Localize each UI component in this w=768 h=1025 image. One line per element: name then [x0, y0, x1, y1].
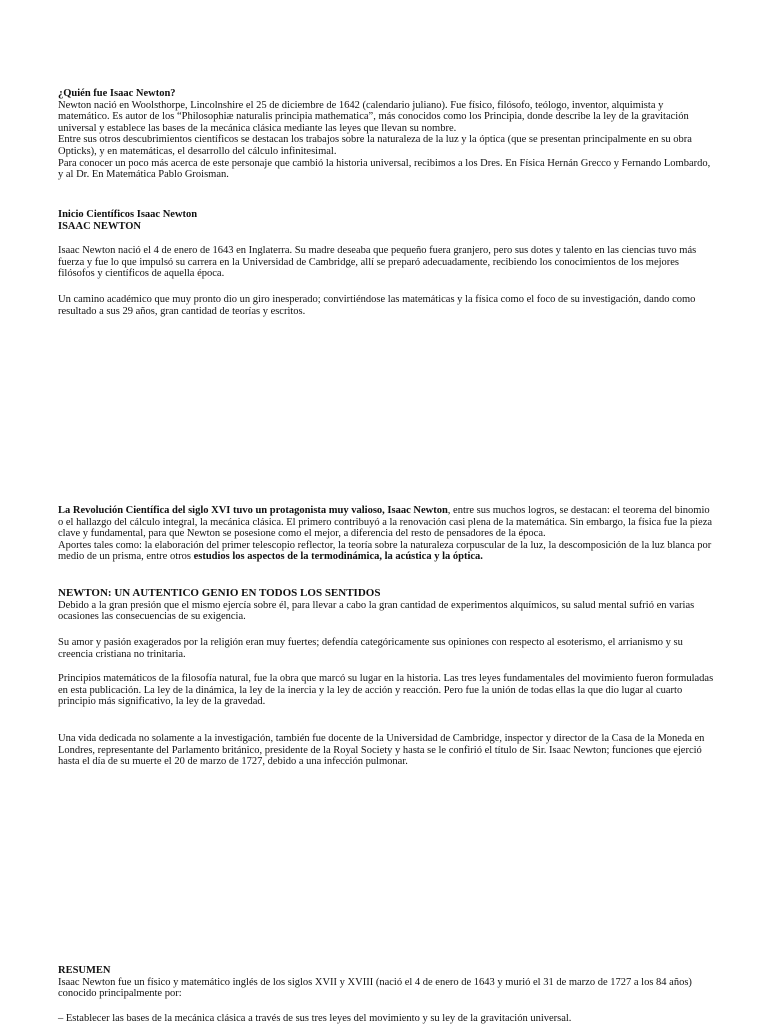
genio-heading: NEWTON: UN AUTENTICO GENIO EN TODOS LOS SENTIDOS: [58, 587, 381, 599]
genio-body-3: [58, 673, 714, 708]
intro-paragraph-1: Newton nació en Woolsthorpe, Lincolnshire el 25 de diciembre de 1642 (calendario juliano). Fue físico, filósofo, teólogo, inventor, alquimista y matemático. Es autor de los “Philosophiæ naturalis principia mathematica”, más conocidos como los Principia, donde describe la ley de la gravitación universal y establece las bases de la mecánica clásica mediante las leyes que llevan su nombre.: [58, 99, 689, 134]
inicio-paragraph-2: Un camino académico que muy pronto dio un giro inesperado; convirtiéndose las matemáticas y la física como el foco de su investigación, dando como resultado a sus 29 años, gran cantidad de teorías y escritos.: [58, 294, 696, 317]
resumen-heading: RESUMEN: [58, 965, 111, 976]
genio-paragraph-2: Su amor y pasión exagerados por la religión eran muy fuertes; defendía categóricamente sus opiniones con respecto al esoterismo, el arrianismo y su creencia cristiana no trinitaria.: [58, 637, 683, 660]
intro-paragraph-2: Entre sus otros descubrimientos científicos se destacan los trabajos sobre la naturaleza de la luz y la óptica (que se presentan principalmente en su obra Opticks), y en matemáticas, el desarrollo del cálculo infinitesimal.: [58, 134, 692, 157]
inicio-body-2: [58, 294, 714, 317]
revolucion-lead: La Revolución Científica del siglo XVI tuvo un protagonista muy valioso, Isaac Newton: [58, 505, 448, 516]
genio-body-4: [58, 733, 714, 768]
document-page: [58, 0, 714, 1024]
genio-body-2: [58, 637, 714, 660]
revolucion-paragraph-1: [58, 505, 714, 540]
revolucion-paragraph-2: [58, 540, 714, 563]
genio-paragraph-1: Debido a la gran presión que el mismo ejercía sobre él, para llevar a cabo la gran cantidad de experimentos alquímicos, su salud mental sufrió en varias ocasiones las consecuencias de su exigencia.: [58, 599, 695, 623]
intro-paragraph-3: Para conocer un poco más acerca de este personaje que cambió la historia universal, recibimos a los Dres. En Física Hernán Grecco y Fernando Lombardo, y al Dr. En Matemática Pablo Groisman.: [58, 157, 711, 181]
inicio-heading: Inicio Científicos Isaac Newton: [58, 209, 198, 220]
revolucion-section: [58, 505, 714, 563]
genio-paragraph-4: Una vida dedicada no solamente a la investigación, también fue docente de la Universidad de Cambridge, inspector y director de la Casa de la Moneda en Londres, representante del Parlamento británico, presidente de la Royal Society y hasta se le confirió el título de Sir. Isaac Newton; funciones que ejerció hasta el día de su muerte el 20 de marzo de 1727, debido a una infección pulmonar.: [58, 733, 705, 768]
intro-section: [58, 88, 714, 181]
revolucion-rest: , entre sus muchos logros, se destacan: el teorema del binomio o el hallazgo del cálculo integral, la mecánica clásica. El primero contribuyó a la renovación casi plena de la matemática. Sin embargo, la física fue la pieza clave y fundamental, para que Newton se posesione como el mejor, a diferencia del resto de pensadores de la época.: [58, 505, 713, 540]
inicio-body: [58, 245, 714, 280]
inicio-section: [58, 209, 714, 232]
resumen-paragraph-1: Isaac Newton fue un físico y matemático inglés de los siglos XVII y XVIII (nació el 4 de enero de 1643 y murió el 31 de marzo de 1727 a los 84 años) conocido principalmente por:: [58, 976, 692, 1000]
resumen-list: [58, 1013, 714, 1025]
inicio-paragraph-1: Isaac Newton nació el 4 de enero de 1643 en Inglaterra. Su madre deseaba que pequeño fuera granjero, pero sus dotes y talento en las ciencias tuvo más fuerza y fue lo que impulsó su carrera en la Universidad de Cambridge, allí se preparó adecuadamente, recibiendo los conocimientos de los mejores filósofos y científicos de aquella época.: [58, 245, 697, 280]
resumen-bullet-1: – Establecer las bases de la mecánica clásica a través de sus tres leyes del movimiento y su ley de la gravitación universal.: [58, 1013, 572, 1024]
inicio-subheading: ISAAC NEWTON: [58, 220, 141, 232]
intro-heading: ¿Quién fue Isaac Newton?: [58, 88, 176, 99]
resumen-section: [58, 965, 714, 1000]
genio-section: [58, 588, 714, 623]
revolucion-p2-bold: estudios los aspectos de la termodinámica, la acústica y la óptica.: [193, 551, 483, 563]
revolucion-p2-start: Aportes tales como: la elaboración del primer telescopio reflector, la teoría sobre la naturaleza corpuscular de la luz, la descomposición de la luz blanca por medio de un prisma, entre otros: [58, 539, 712, 563]
genio-paragraph-3: Principios matemáticos de la filosofía natural, fue la obra que marcó su lugar en la historia. Las tres leyes fundamentales del movimiento fueron formuladas en esta publicación. La ley de la dinámica, la ley de la inercia y la ley de acción y reacción. Pero fue la unión de todas ellas la que dio lugar al cuarto principio más significativo, la ley de la gravedad.: [58, 673, 714, 708]
